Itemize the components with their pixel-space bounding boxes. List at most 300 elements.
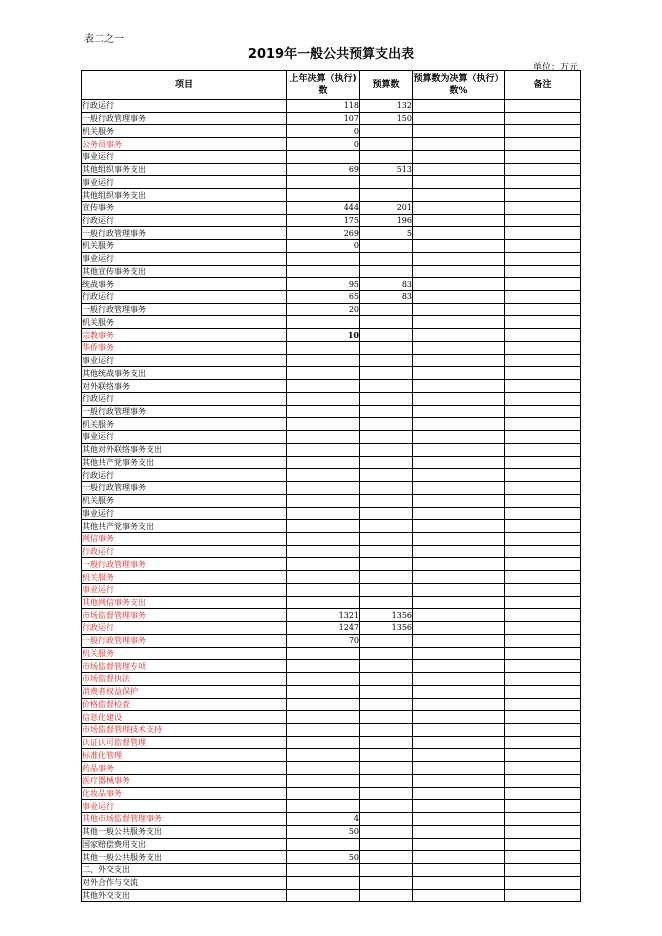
row-prev-final: 10 bbox=[287, 329, 360, 342]
table-row bbox=[82, 736, 581, 749]
row-budget bbox=[360, 787, 413, 800]
row-ratio bbox=[413, 392, 505, 405]
row-item-name: 认证认可监督管理 bbox=[82, 736, 287, 749]
row-remark bbox=[505, 112, 581, 125]
row-ratio bbox=[413, 100, 505, 113]
table-row bbox=[82, 367, 581, 380]
table-row bbox=[82, 138, 581, 151]
row-prev-final: 50 bbox=[287, 851, 360, 864]
row-remark bbox=[505, 698, 581, 711]
header-budget: 预算数 bbox=[360, 71, 413, 100]
row-budget bbox=[360, 443, 413, 456]
table-row bbox=[82, 813, 581, 826]
row-item-name: 对外合作与交流 bbox=[82, 876, 287, 889]
row-remark bbox=[505, 189, 581, 202]
row-prev-final bbox=[287, 774, 360, 787]
row-remark bbox=[505, 291, 581, 304]
table-row bbox=[82, 507, 581, 520]
row-remark bbox=[505, 316, 581, 329]
row-ratio bbox=[413, 303, 505, 316]
table-row bbox=[82, 723, 581, 736]
row-remark bbox=[505, 507, 581, 520]
row-remark bbox=[505, 125, 581, 138]
row-prev-final bbox=[287, 456, 360, 469]
row-item-name: 网信事务 bbox=[82, 532, 287, 545]
row-ratio bbox=[413, 252, 505, 265]
row-item-name: 一般行政管理事务 bbox=[82, 112, 287, 125]
row-item-name: 行政运行 bbox=[82, 291, 287, 304]
table-row bbox=[82, 112, 581, 125]
row-budget bbox=[360, 583, 413, 596]
row-prev-final bbox=[287, 316, 360, 329]
table-row bbox=[82, 418, 581, 431]
row-remark bbox=[505, 482, 581, 495]
row-ratio bbox=[413, 749, 505, 762]
table-row bbox=[82, 227, 581, 240]
row-ratio bbox=[413, 125, 505, 138]
row-prev-final bbox=[287, 494, 360, 507]
row-budget bbox=[360, 864, 413, 877]
row-remark bbox=[505, 265, 581, 278]
row-ratio bbox=[413, 507, 505, 520]
row-ratio bbox=[413, 673, 505, 686]
row-prev-final bbox=[287, 558, 360, 571]
header-item: 项目 bbox=[82, 71, 287, 100]
table-row bbox=[82, 520, 581, 533]
row-prev-final bbox=[287, 889, 360, 902]
table-row bbox=[82, 685, 581, 698]
row-remark bbox=[505, 252, 581, 265]
row-ratio bbox=[413, 316, 505, 329]
row-budget bbox=[360, 240, 413, 253]
table-row bbox=[82, 864, 581, 877]
table-row bbox=[82, 303, 581, 316]
table-row bbox=[82, 125, 581, 138]
row-ratio bbox=[413, 494, 505, 507]
table-row bbox=[82, 278, 581, 291]
row-budget: 1356 bbox=[360, 609, 413, 622]
table-row bbox=[82, 787, 581, 800]
row-remark bbox=[505, 723, 581, 736]
row-ratio bbox=[413, 800, 505, 813]
row-prev-final bbox=[287, 736, 360, 749]
row-item-name: 统战事务 bbox=[82, 278, 287, 291]
row-remark bbox=[505, 214, 581, 227]
row-prev-final bbox=[287, 507, 360, 520]
row-remark bbox=[505, 787, 581, 800]
row-prev-final: 0 bbox=[287, 240, 360, 253]
row-prev-final bbox=[287, 647, 360, 660]
row-ratio bbox=[413, 876, 505, 889]
table-row bbox=[82, 762, 581, 775]
row-remark bbox=[505, 609, 581, 622]
row-remark bbox=[505, 329, 581, 342]
row-remark bbox=[505, 443, 581, 456]
row-budget bbox=[360, 749, 413, 762]
row-ratio bbox=[413, 660, 505, 673]
row-ratio bbox=[413, 354, 505, 367]
row-item-name: 宗教事务 bbox=[82, 329, 287, 342]
row-budget bbox=[360, 507, 413, 520]
row-remark bbox=[505, 367, 581, 380]
row-item-name: 市场监督管理技术支持 bbox=[82, 723, 287, 736]
row-budget bbox=[360, 762, 413, 775]
row-prev-final bbox=[287, 876, 360, 889]
row-remark bbox=[505, 278, 581, 291]
table-row bbox=[82, 698, 581, 711]
table-row bbox=[82, 431, 581, 444]
row-budget bbox=[360, 723, 413, 736]
row-ratio bbox=[413, 150, 505, 163]
row-prev-final bbox=[287, 787, 360, 800]
row-ratio bbox=[413, 291, 505, 304]
row-prev-final: 0 bbox=[287, 125, 360, 138]
row-item-name: 其他一般公共服务支出 bbox=[82, 825, 287, 838]
row-prev-final bbox=[287, 176, 360, 189]
row-prev-final bbox=[287, 596, 360, 609]
row-prev-final: 175 bbox=[287, 214, 360, 227]
table-body bbox=[82, 100, 581, 902]
row-ratio bbox=[413, 698, 505, 711]
row-remark bbox=[505, 469, 581, 482]
table-row bbox=[82, 405, 581, 418]
row-budget bbox=[360, 532, 413, 545]
row-budget: 196 bbox=[360, 214, 413, 227]
table-row bbox=[82, 329, 581, 342]
row-item-name: 行政运行 bbox=[82, 100, 287, 113]
row-budget bbox=[360, 189, 413, 202]
row-prev-final bbox=[287, 431, 360, 444]
row-item-name: 事业运行 bbox=[82, 176, 287, 189]
table-row bbox=[82, 825, 581, 838]
row-remark bbox=[505, 622, 581, 635]
row-item-name: 一般行政管理事务 bbox=[82, 558, 287, 571]
row-prev-final: 20 bbox=[287, 303, 360, 316]
row-prev-final: 1321 bbox=[287, 609, 360, 622]
row-remark bbox=[505, 201, 581, 214]
row-remark bbox=[505, 520, 581, 533]
row-item-name: 宣传事务 bbox=[82, 201, 287, 214]
row-ratio bbox=[413, 443, 505, 456]
row-prev-final: 50 bbox=[287, 825, 360, 838]
table-row bbox=[82, 800, 581, 813]
row-prev-final: 107 bbox=[287, 112, 360, 125]
row-prev-final bbox=[287, 838, 360, 851]
row-budget bbox=[360, 303, 413, 316]
row-prev-final bbox=[287, 150, 360, 163]
row-remark bbox=[505, 176, 581, 189]
table-title: 2019年一般公共预算支出表 bbox=[247, 47, 415, 62]
header-remark: 备注 bbox=[505, 71, 581, 100]
row-budget bbox=[360, 698, 413, 711]
row-item-name: 其他共产党事务支出 bbox=[82, 520, 287, 533]
row-budget bbox=[360, 634, 413, 647]
row-item-name: 行政运行 bbox=[82, 469, 287, 482]
row-item-name: 医疗器械事务 bbox=[82, 774, 287, 787]
row-remark bbox=[505, 660, 581, 673]
row-budget bbox=[360, 800, 413, 813]
row-remark bbox=[505, 341, 581, 354]
row-prev-final: 69 bbox=[287, 163, 360, 176]
table-row bbox=[82, 876, 581, 889]
row-budget: 132 bbox=[360, 100, 413, 113]
row-remark bbox=[505, 392, 581, 405]
row-prev-final bbox=[287, 405, 360, 418]
row-remark bbox=[505, 571, 581, 584]
row-budget bbox=[360, 354, 413, 367]
row-remark bbox=[505, 876, 581, 889]
row-budget bbox=[360, 813, 413, 826]
row-budget bbox=[360, 380, 413, 393]
row-ratio bbox=[413, 329, 505, 342]
row-budget bbox=[360, 392, 413, 405]
row-item-name: 对外联络事务 bbox=[82, 380, 287, 393]
row-item-name: 消费者权益保护 bbox=[82, 685, 287, 698]
row-ratio bbox=[413, 138, 505, 151]
row-ratio bbox=[413, 532, 505, 545]
row-prev-final bbox=[287, 583, 360, 596]
row-prev-final: 269 bbox=[287, 227, 360, 240]
row-remark bbox=[505, 762, 581, 775]
row-ratio bbox=[413, 367, 505, 380]
row-budget bbox=[360, 469, 413, 482]
row-budget bbox=[360, 876, 413, 889]
row-budget bbox=[360, 851, 413, 864]
table-row bbox=[82, 163, 581, 176]
row-prev-final: 444 bbox=[287, 201, 360, 214]
row-budget bbox=[360, 482, 413, 495]
row-ratio bbox=[413, 596, 505, 609]
row-budget bbox=[360, 825, 413, 838]
row-item-name: 一般行政管理事务 bbox=[82, 227, 287, 240]
row-budget bbox=[360, 571, 413, 584]
row-budget: 513 bbox=[360, 163, 413, 176]
row-budget: 201 bbox=[360, 201, 413, 214]
row-item-name: 一般行政管理事务 bbox=[82, 405, 287, 418]
row-ratio bbox=[413, 405, 505, 418]
row-remark bbox=[505, 685, 581, 698]
row-prev-final bbox=[287, 380, 360, 393]
row-prev-final bbox=[287, 443, 360, 456]
row-item-name: 一般行政管理事务 bbox=[82, 303, 287, 316]
row-item-name: 事业运行 bbox=[82, 252, 287, 265]
row-remark bbox=[505, 456, 581, 469]
row-ratio bbox=[413, 762, 505, 775]
row-ratio bbox=[413, 825, 505, 838]
row-prev-final bbox=[287, 520, 360, 533]
row-item-name: 一般行政管理事务 bbox=[82, 482, 287, 495]
row-ratio bbox=[413, 851, 505, 864]
row-budget bbox=[360, 736, 413, 749]
table-row bbox=[82, 341, 581, 354]
row-budget bbox=[360, 252, 413, 265]
row-prev-final bbox=[287, 265, 360, 278]
row-budget bbox=[360, 520, 413, 533]
row-ratio bbox=[413, 609, 505, 622]
row-ratio bbox=[413, 864, 505, 877]
row-item-name: 二、外交支出 bbox=[82, 864, 287, 877]
row-item-name: 其他对外联络事务支出 bbox=[82, 443, 287, 456]
row-item-name: 行政运行 bbox=[82, 545, 287, 558]
header-ratio: 预算数为决算（执行）数% bbox=[413, 71, 505, 100]
row-prev-final bbox=[287, 482, 360, 495]
row-remark bbox=[505, 774, 581, 787]
sheet-label: 表二之一 bbox=[84, 34, 124, 45]
row-remark bbox=[505, 227, 581, 240]
row-remark bbox=[505, 163, 581, 176]
table-row bbox=[82, 291, 581, 304]
table-row bbox=[82, 609, 581, 622]
row-budget bbox=[360, 545, 413, 558]
table-row bbox=[82, 392, 581, 405]
row-budget bbox=[360, 341, 413, 354]
row-item-name: 其他统战事务支出 bbox=[82, 367, 287, 380]
row-ratio bbox=[413, 227, 505, 240]
row-item-name: 机关服务 bbox=[82, 125, 287, 138]
row-prev-final: 118 bbox=[287, 100, 360, 113]
row-item-name: 华侨事务 bbox=[82, 341, 287, 354]
row-prev-final bbox=[287, 723, 360, 736]
row-ratio bbox=[413, 469, 505, 482]
row-item-name: 事业运行 bbox=[82, 507, 287, 520]
row-budget: 83 bbox=[360, 278, 413, 291]
row-prev-final: 0 bbox=[287, 138, 360, 151]
row-ratio bbox=[413, 341, 505, 354]
row-item-name: 其他外交支出 bbox=[82, 889, 287, 902]
row-item-name: 市场监督管理专项 bbox=[82, 660, 287, 673]
row-item-name: 信息化建设 bbox=[82, 711, 287, 724]
row-ratio bbox=[413, 520, 505, 533]
row-prev-final bbox=[287, 762, 360, 775]
table-row bbox=[82, 749, 581, 762]
row-remark bbox=[505, 851, 581, 864]
row-budget bbox=[360, 889, 413, 902]
table-row bbox=[82, 583, 581, 596]
row-prev-final bbox=[287, 711, 360, 724]
row-prev-final bbox=[287, 418, 360, 431]
row-prev-final bbox=[287, 469, 360, 482]
row-budget bbox=[360, 494, 413, 507]
table-row bbox=[82, 494, 581, 507]
row-ratio bbox=[413, 634, 505, 647]
row-remark bbox=[505, 303, 581, 316]
row-budget bbox=[360, 150, 413, 163]
header-row bbox=[82, 71, 581, 100]
row-budget bbox=[360, 316, 413, 329]
unit-label: 单位：万元 bbox=[532, 63, 578, 73]
row-ratio bbox=[413, 456, 505, 469]
row-item-name: 国家赔偿费用支出 bbox=[82, 838, 287, 851]
row-ratio bbox=[413, 647, 505, 660]
row-item-name: 事业运行 bbox=[82, 800, 287, 813]
table-row bbox=[82, 532, 581, 545]
row-ratio bbox=[413, 163, 505, 176]
table-row bbox=[82, 622, 581, 635]
row-item-name: 市场监督执法 bbox=[82, 673, 287, 686]
row-remark bbox=[505, 558, 581, 571]
row-ratio bbox=[413, 774, 505, 787]
row-remark bbox=[505, 889, 581, 902]
table-row bbox=[82, 596, 581, 609]
row-budget bbox=[360, 711, 413, 724]
table-row bbox=[82, 558, 581, 571]
row-remark bbox=[505, 532, 581, 545]
row-remark bbox=[505, 545, 581, 558]
row-item-name: 事业运行 bbox=[82, 431, 287, 444]
row-budget: 150 bbox=[360, 112, 413, 125]
row-prev-final bbox=[287, 864, 360, 877]
row-item-name: 事业运行 bbox=[82, 354, 287, 367]
row-item-name: 标准化管理 bbox=[82, 749, 287, 762]
row-item-name: 事业运行 bbox=[82, 583, 287, 596]
row-item-name: 行政运行 bbox=[82, 392, 287, 405]
row-ratio bbox=[413, 265, 505, 278]
row-item-name: 机关服务 bbox=[82, 316, 287, 329]
row-budget bbox=[360, 558, 413, 571]
row-remark bbox=[505, 749, 581, 762]
row-prev-final bbox=[287, 189, 360, 202]
row-remark bbox=[505, 494, 581, 507]
row-ratio bbox=[413, 240, 505, 253]
row-prev-final bbox=[287, 749, 360, 762]
row-ratio bbox=[413, 278, 505, 291]
row-item-name: 其他组织事务支出 bbox=[82, 163, 287, 176]
table-row bbox=[82, 189, 581, 202]
row-prev-final bbox=[287, 354, 360, 367]
table-row bbox=[82, 150, 581, 163]
row-remark bbox=[505, 150, 581, 163]
row-budget bbox=[360, 456, 413, 469]
row-ratio bbox=[413, 723, 505, 736]
table-row bbox=[82, 201, 581, 214]
row-prev-final: 1247 bbox=[287, 622, 360, 635]
row-item-name: 行政运行 bbox=[82, 214, 287, 227]
table-row bbox=[82, 889, 581, 902]
row-ratio bbox=[413, 583, 505, 596]
row-ratio bbox=[413, 813, 505, 826]
row-budget bbox=[360, 647, 413, 660]
row-ratio bbox=[413, 787, 505, 800]
row-ratio bbox=[413, 685, 505, 698]
row-budget bbox=[360, 685, 413, 698]
row-item-name: 市场监督管理事务 bbox=[82, 609, 287, 622]
row-item-name: 其他组织事务支出 bbox=[82, 189, 287, 202]
row-budget bbox=[360, 660, 413, 673]
row-remark bbox=[505, 431, 581, 444]
table-row bbox=[82, 100, 581, 113]
row-item-name: 化妆品事务 bbox=[82, 787, 287, 800]
row-ratio bbox=[413, 418, 505, 431]
row-item-name: 一般行政管理事务 bbox=[82, 634, 287, 647]
row-remark bbox=[505, 673, 581, 686]
row-remark bbox=[505, 736, 581, 749]
row-budget bbox=[360, 176, 413, 189]
table-row bbox=[82, 660, 581, 673]
row-remark bbox=[505, 583, 581, 596]
row-item-name: 机关服务 bbox=[82, 240, 287, 253]
header-prev-final: 上年决算（执行)数 bbox=[287, 71, 360, 100]
row-remark bbox=[505, 825, 581, 838]
row-prev-final: 65 bbox=[287, 291, 360, 304]
table-row bbox=[82, 634, 581, 647]
row-prev-final bbox=[287, 685, 360, 698]
row-budget: 1356 bbox=[360, 622, 413, 635]
row-ratio bbox=[413, 482, 505, 495]
table-row bbox=[82, 265, 581, 278]
table-row bbox=[82, 316, 581, 329]
table-row bbox=[82, 851, 581, 864]
row-remark bbox=[505, 100, 581, 113]
